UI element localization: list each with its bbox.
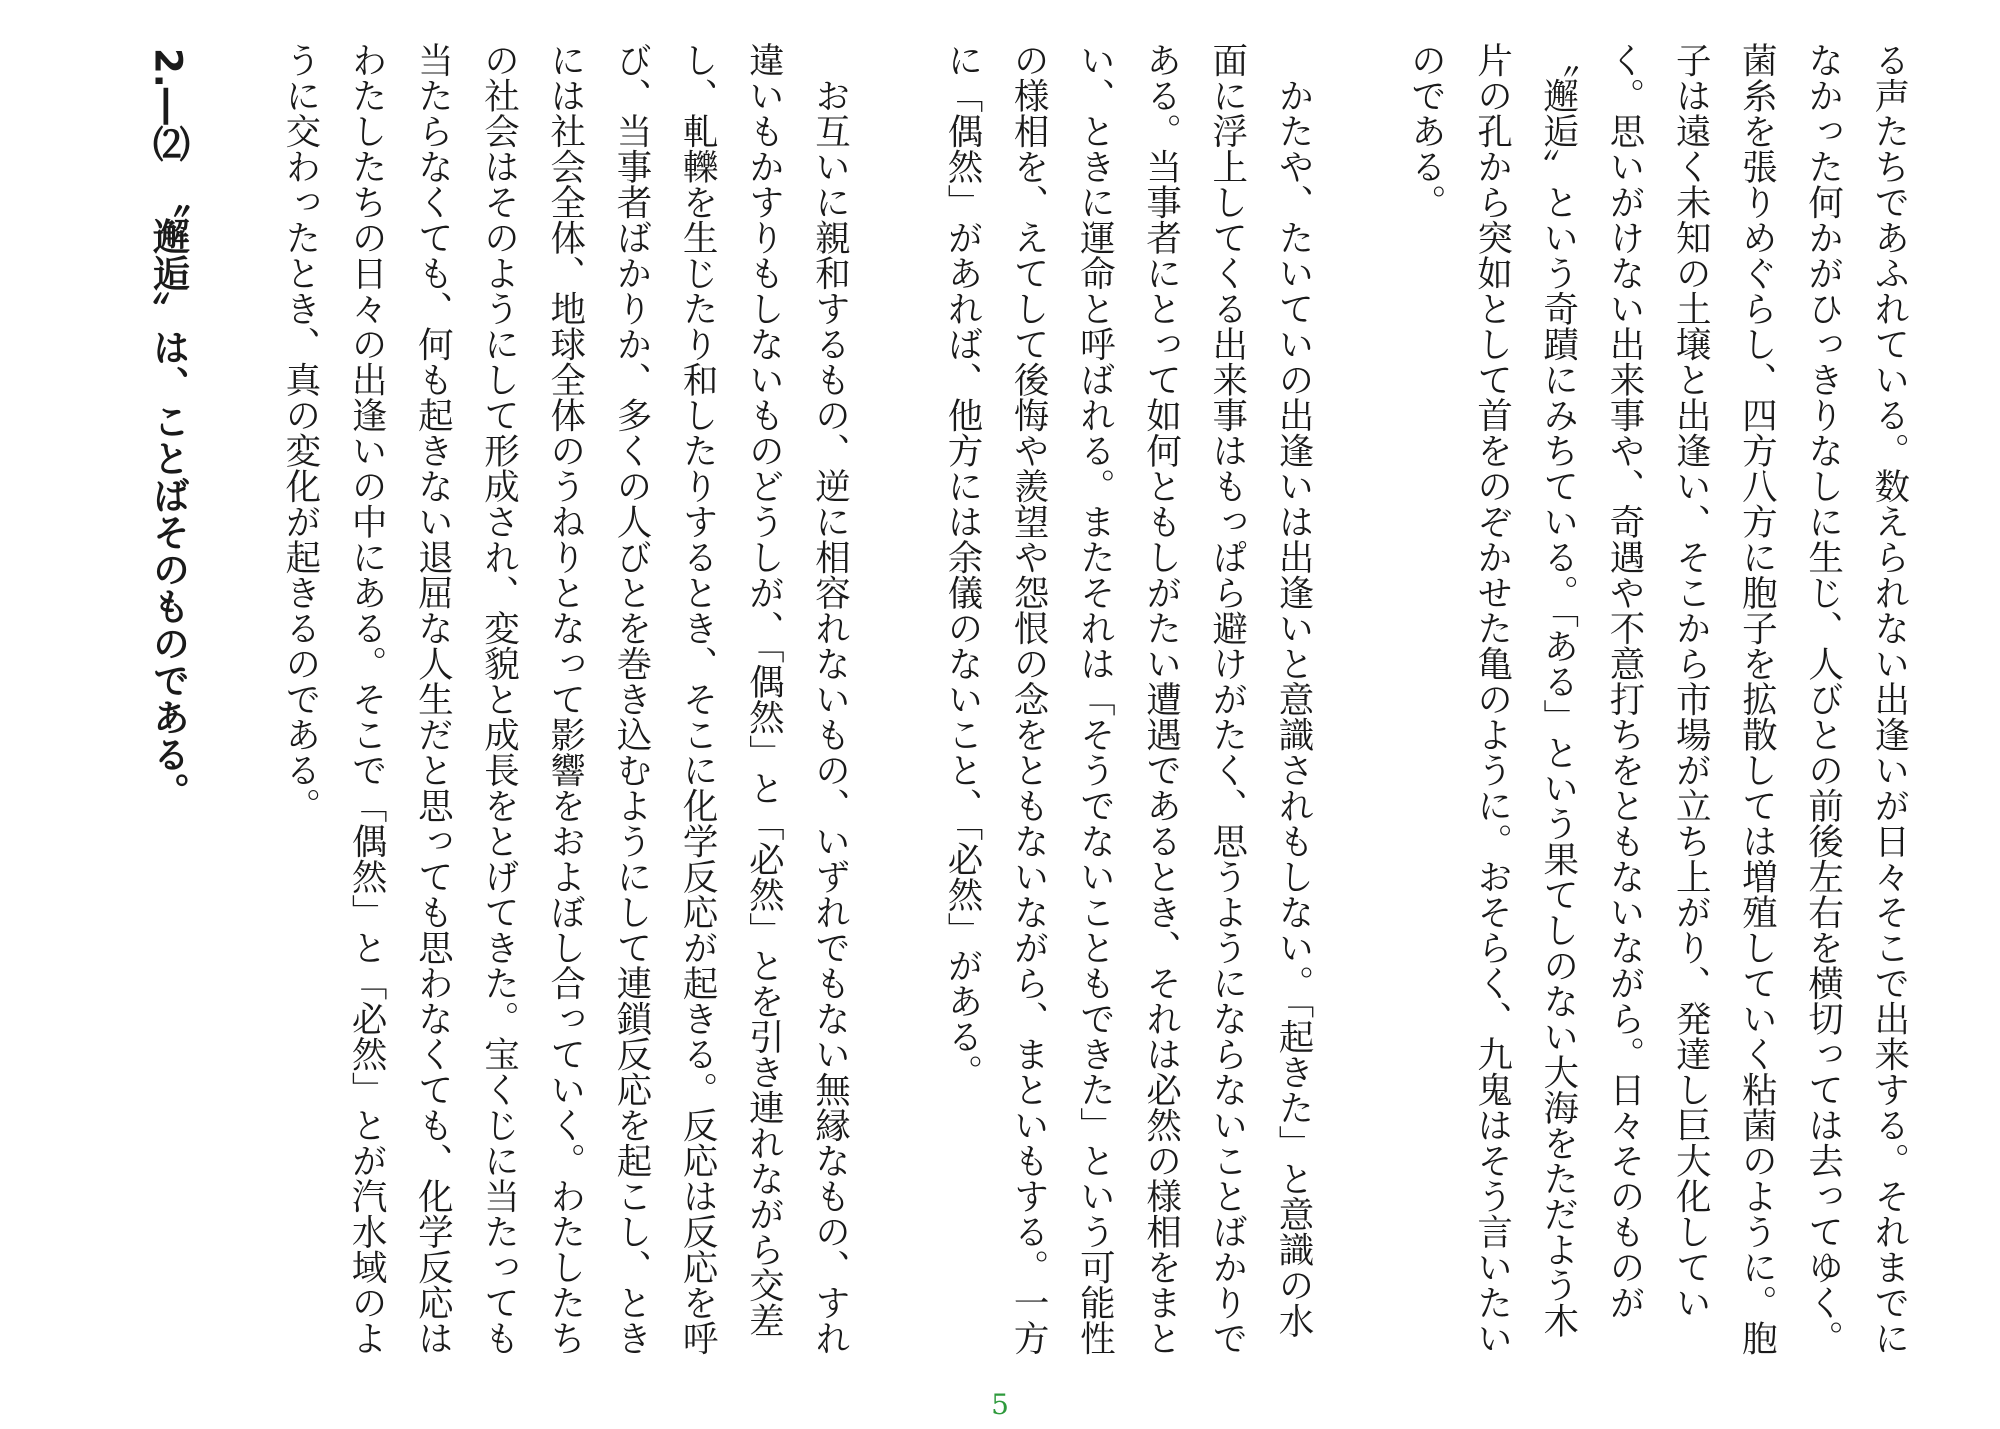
paragraph: お互いに親和するもの、逆に相容れないもの、いずれでもない無縁なもの、すれ違いもかすりもしないものどうしが、「偶然」と「必然」とを引き連れながら交差し、軋轢を生じたり和したりするとき、そこに化学反応が起きる。反応は反応を呼び、当事者ばかりか、多くの人びとを巻き込むようにして連鎖反応を起こし、ときには社会全体、地球全体のうねりとなって影響をおよぼし合っていく。わたしたちの社会はそのようにして形成され、変貌と成長をとげてきた。宝くじに当たっても当たらなくても、何も起きない退屈な人生だと思っても思わなくても、化学反応はわたしたちの日々の出逢いの中にある。そこで「偶然」と「必然」とが汽水域のように交わったとき、真の変化が起きるのである。 bbox=[279, 42, 851, 1356]
page-number: 5 bbox=[991, 1388, 1009, 1421]
vertical-text-body bbox=[0, 42, 1988, 1372]
paragraph: る声たちであふれている。数えられない出逢いが日々そこで出来する。それまでになかった何かがひっきりなしに生じ、人びとの前後左右を横切っては去ってゆく。菌糸を張りめぐらし、四方八方に胞子を拡散しては増殖していく粘菌のように。胞子は遠く未知の土壌と出逢い、そこから市場が立ち上がり、発達し巨大化していく。思いがけない出来事や、奇遇や不意打ちをともないながら。日々そのものが〝邂逅〟という奇蹟にみちている。「ある」という果てしのない大海をただよう木片の孔から突如として首をのぞかせた亀のように。おそらく、九鬼はそう言いたいのである。 bbox=[1405, 42, 1910, 1356]
section-heading bbox=[71, 42, 201, 1372]
section-title: 〝邂逅〟は、ことばそのものである。 bbox=[146, 198, 190, 810]
section-number: 2.―⑵ bbox=[146, 48, 190, 162]
paragraph: かたや、たいていの出逢いは出逢いと意識されもしない。「起きた」と意識の水面に浮上してくる出来事はもっぱら避けがたく、思うようにならないことばかりである。当事者にとって如何ともしがたい遭遇であるとき、それは必然の様相をまとい、ときに運命と呼ばれる。またそれは「そうでないこともできた」という可能性の様相を、えてして後悔や羨望や怨恨の念をともないながら、まといもする。一方に「偶然」があれば、他方には余儀のないこと、「必然」がある。 bbox=[941, 42, 1314, 1356]
paragraph bbox=[0, 42, 4, 1372]
